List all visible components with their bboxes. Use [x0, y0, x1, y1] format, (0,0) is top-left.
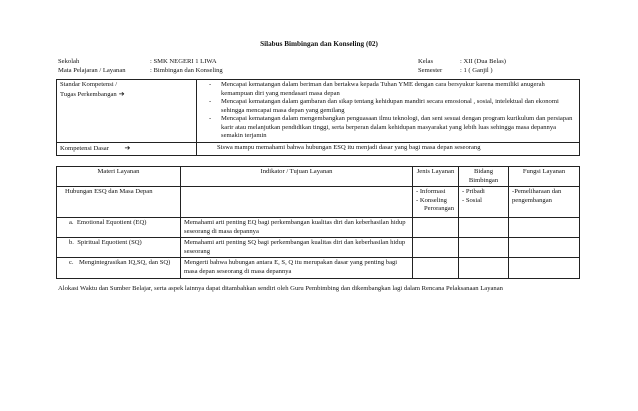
kelas-label: Kelas [418, 58, 434, 65]
row-materi: Mengintegrasikan IQ,SQ, dan SQ) [79, 259, 171, 267]
table-row [57, 218, 580, 238]
table-row [57, 258, 580, 278]
empty-cell [459, 258, 509, 278]
standar-label [57, 80, 197, 143]
arrow-right-icon: ➔ [124, 143, 131, 152]
header-right [418, 58, 506, 75]
empty-cell [509, 258, 580, 278]
empty-cell [413, 258, 459, 278]
empty-cell [509, 218, 580, 238]
standar-item: - Mencapai kematangan dalam gambaran dan sikap tentang kehidupan mandiri secara emosional , sosial, intelektual dan ekonomi sehingga mencapai masa depan yang gemilang [207, 98, 576, 115]
header-jenis: Jenis Layanan [413, 167, 459, 187]
indikator-cell: Memahami arti penting EQ bagi perkembangan kualitas diri dan keberhasilan hidup seseorang di masa depannya [181, 218, 413, 238]
standar-table [56, 79, 580, 156]
header-bidang: Bidang Bimbingan [459, 167, 509, 187]
header-row-sekolah [58, 58, 223, 67]
indikator-cell: Memahami arti penting SQ bagi perkembangan kualitas diri dan keberhasilan hidup seseorang [181, 238, 413, 258]
standar-list [207, 81, 576, 141]
header-row-semester [418, 67, 506, 76]
materi-cell [57, 218, 181, 238]
jenis-item: - Informasi [416, 188, 446, 196]
standar-content [197, 80, 580, 143]
standar-item: - Mencapai kematangan dalam beriman dan bertakwa kepada Tuhan YME dengan cara bersyukur karena memiliki anugerah kemampuan diri yang mendasari masa depan [207, 81, 576, 98]
header-indikator: Indikator / Tujuan Layanan [181, 167, 413, 187]
semester-label: Semester [418, 66, 443, 74]
materi-cell [57, 258, 181, 278]
materi-table [56, 166, 580, 279]
standar-label-text: Tugas Perkembangan [60, 90, 117, 98]
kompetensi-value: Siswa mampu memahami bahwa hubungan ESQ itu menjadi dasar yang bagi masa depan seseorang [197, 142, 580, 155]
jenis-cell [413, 187, 459, 218]
table-row [57, 238, 580, 258]
row-number: c. [69, 259, 74, 267]
header-left [58, 58, 223, 75]
empty-cell [509, 238, 580, 258]
materi-cell-inner [69, 259, 177, 268]
indikator-cell: Mengerti bahwa hubungan antara E, S, Q itu merupakan dasar yang penting bagi masa depan seseorang di masa depannya [181, 258, 413, 278]
arrow-right-icon: ➔ [118, 89, 125, 98]
row-number: b. [69, 239, 74, 247]
materi-header-row [57, 167, 580, 187]
sekolah-label: Sekolah [58, 58, 80, 65]
row-materi: Spiritual Equotient (SQ) [77, 239, 142, 247]
standar-label-line1: Standar Kompetensi / [60, 81, 118, 88]
standar-item: - Mencapai kematangan dalam mengembangkan penguasaan ilmu teknologi, dan seni sesuai dengan program kurikulum dan persiapan karir atau melanjutkan pendidikan tinggi, serta berperan dalam kehidupan masyarakat yang lebih luas sehingga masa depannya semakin terjamin [207, 115, 576, 141]
semester-value: : 1 ( Ganjil ) [460, 66, 493, 74]
mapel-label: Mata Pelajaran / Layanan [58, 66, 126, 74]
standar-label-line2 [60, 90, 193, 100]
mapel-value: : Bimbingan dan Konseling [150, 66, 223, 74]
footer-note: Alokasi Waktu dan Sumber Belajar, serta aspek lainnya dapat ditambahkan sendiri oleh Guru Pembimbing dan dikembangkan lagi dalam Rencana Pelaksanaan Layanan [58, 285, 503, 292]
header-fungsi: Fungsi Layanan [509, 167, 580, 187]
empty-cell [459, 238, 509, 258]
empty-cell [459, 218, 509, 238]
row-materi: Emotional Equotient (EQ) [76, 219, 147, 227]
kompetensi-label-text: Kompetensi Dasar [60, 144, 109, 152]
header-row-kelas [418, 58, 506, 67]
standar-row [57, 80, 580, 143]
header-materi: Materi Layanan [57, 167, 181, 187]
main-materi-cell: Hubungan ESQ dan Masa Depan [57, 187, 181, 218]
row-number: a. [69, 219, 74, 227]
kompetensi-row [57, 142, 580, 155]
page-title: Silabus Bimbingan dan Konseling (02) [260, 40, 378, 48]
materi-main-row [57, 187, 580, 218]
empty-cell [413, 238, 459, 258]
main-indikator-cell [181, 187, 413, 218]
kelas-value: : XII (Dua Belas) [460, 58, 506, 65]
kompetensi-label [57, 142, 197, 155]
sekolah-value: : SMK NEGERI 1 LIWA [150, 58, 217, 65]
jenis-item: Perorangan [424, 205, 455, 213]
bidang-item: - Pribadi [462, 188, 485, 196]
jenis-item: - Konseling [416, 196, 447, 204]
bidang-item: - Sosial [462, 196, 482, 204]
empty-cell [413, 218, 459, 238]
header-row-mapel [58, 67, 223, 76]
bidang-cell [459, 187, 509, 218]
fungsi-cell: -Pemeliharaan dan pengembangan [509, 187, 580, 218]
materi-cell [57, 238, 181, 258]
